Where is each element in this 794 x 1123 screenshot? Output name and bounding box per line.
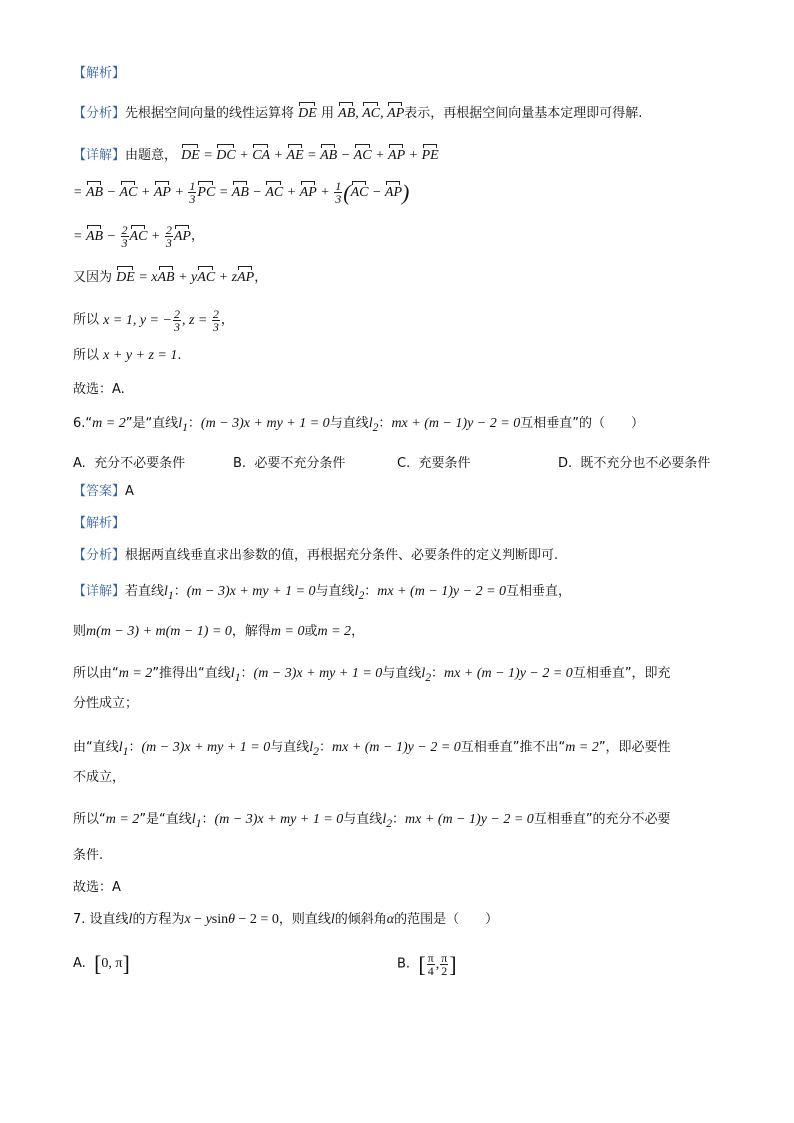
option-letter: B. [397,956,411,972]
math-expr: α [386,912,395,927]
q6-detail-1: 【详解】若直线$l_1$：(m − 3)x + my + 1 = 0与直线$l_2$：mx + (m − 1)y − 2 = 0互相垂直， [73,584,572,602]
option-text: 既不充分也不必要条件 [580,456,711,471]
q5-answer-text: 故选：A. [73,382,125,397]
q6-option-d[interactable] [558,452,710,471]
math-expr: x = 1, y = − $\frac{2}{3}$ , z = $\frac{2}{3}$ [103,307,219,334]
math-expr: l [128,912,133,927]
q6-yu: 与直线 [343,812,383,827]
q6-analysis [73,546,558,566]
q6-option-a[interactable] [73,452,185,471]
q6-detail-4 [73,694,138,714]
q6-so: 所以“ [73,812,106,827]
q7-stem [73,910,498,930]
math-expr: (m − 3)x + my + 1 = 0 [214,812,344,827]
q7-stem-mid2: ，则直线 [278,912,331,927]
so-text: 所以 [73,312,100,328]
q7-option-b[interactable] [397,952,457,977]
option-text: 必要不充分条件 [254,456,346,471]
math-expr: (m − 3)x + my + 1 = 0 [200,416,330,431]
q6-perp-then: 互相垂直”，即充 [572,666,671,681]
math-expr: (m − 3)x + my + 1 = 0 [141,740,271,755]
fenxi-tag: 【分析】 [73,548,126,563]
q6-or: 或 [304,624,318,639]
q6-detail-8 [73,846,103,866]
math-expr: DE = xAB + yAC + zAP [116,270,254,285]
q6-analysis-heading [73,514,125,534]
q6-from-line: 由“直线 [73,740,119,755]
math-expr: = AB − $\frac{2}{3}$ AC + $\frac{2}{3}$ AP [73,223,191,250]
math-expr: $l_1$ [178,416,188,434]
math-expr: mx + (m − 1)y − 2 = 0 [405,812,534,827]
q7-option-a[interactable] [73,951,130,976]
q6-detail-5: 由“直线$l_1$：(m − 3)x + my + 1 = 0与直线$l_2$：mx + (m − 1)y − 2 = 0互相垂直”推不出“m = 2”，即必要性 [73,740,671,758]
math-expr: m = 2 [105,812,140,827]
option-text: 充分不必要条件 [94,456,186,471]
math-expr: (m − 3)x + my + 1 = 0 [186,584,316,599]
q6-stem: 6.“m = 2”是“直线$l_1$：(m − 3)x + my + 1 = 0与直线$l_2$：mx + (m − 1)y − 2 = 0互相垂直”的（ ） [73,416,644,434]
math-expr: x + y + z = 1 [103,348,178,363]
q7-stem-mid: 的方程为 [132,912,185,927]
q7-stem-end: 的范围是（ ） [394,912,499,927]
analysis-heading [73,64,125,84]
xiangjie-tag: 【详解】 [73,148,126,163]
math-expr: $l_1$ [191,812,202,830]
xiangjie-tag: 【详解】 [73,584,126,599]
math-expr: mx + (m − 1)y − 2 = 0 [444,666,573,681]
q6-stem-pre: 6.“ [73,416,93,431]
q5-analysis [73,104,642,124]
option-letter: C. [397,456,411,471]
q5-so-2: 所以 x + y + z = 1. [73,348,182,363]
daan-tag: 【答案】 [73,484,126,499]
q6-suff-not-nec: 互相垂直”的充分不必要 [533,812,671,827]
q6-option-b[interactable] [233,452,345,471]
q6-fenxi-text: 根据两直线垂直求出参数的值，再根据充分条件、必要条件的定义判断即可. [125,548,559,563]
option-letter: A. [73,956,86,972]
q6-not-hold: 不成立， [73,770,126,785]
math-expr: $l_1$ [164,584,174,602]
math-expr: m = 2 [565,740,599,755]
q5-answer [73,380,125,400]
option-text: 充要条件 [418,456,471,471]
comma: ， [351,624,365,639]
q6-if-line: 若直线 [125,584,165,599]
q5-because: 又因为 DE = xAB + yAC + zAP， [73,268,267,288]
q5-so-1: 所以 x = 1, y = − $\frac{2}{3}$ , z = $\frac{2}{3}$ ， [73,307,234,334]
q5-detail-line-3: = AB − $\frac{2}{3}$ AC + $\frac{2}{3}$ AP， [73,223,204,250]
math-expr: mx + (m − 1)y − 2 = 0 [391,416,521,431]
math-expr: mx + (m − 1)y − 2 = 0 [332,740,461,755]
math-expr: m = 0 [270,624,305,639]
q6-detail-7: 所以“m = 2”是“直线$l_1$：(m − 3)x + my + 1 = 0与直线$l_2$：mx + (m − 1)y − 2 = 0互相垂直”的充分不必要 [73,812,671,830]
q6-condition: 条件. [73,848,104,863]
math-expr: mx + (m − 1)y − 2 = 0 [377,584,507,599]
q6-stem-mid: ”是“直线 [125,416,179,431]
q5-detail-line-1 [73,146,439,166]
math-expr: m = 2 [92,416,126,431]
math-expr: l [330,912,335,927]
q6-detail-2 [73,622,364,642]
math-expr: $l_2$ [368,416,379,434]
math-expr: DE = DC + CA + AE = AB − AC + AP + PE [181,148,439,163]
so-text: 所以 [73,348,100,363]
q6-answer-value: A [125,484,134,499]
math-expr: $l_2$ [382,812,393,830]
q5-fenxi-use: 用 [320,106,334,121]
q6-necessity: ”，即必要性 [598,740,671,755]
q7-stem-post: 的倾斜角 [334,912,387,927]
analysis-tag: 【解析】 [73,66,126,81]
math-expr: m = 2 [118,666,153,681]
q6-is: ”是“直线 [139,812,192,827]
vector-list: AB, AC, AP [338,106,404,121]
q6-stem-yu: 与直线 [329,416,369,431]
analysis-tag: 【解析】 [73,516,126,531]
q6-perp: 互相垂直， [506,584,572,599]
q6-solve: ，解得 [231,624,271,639]
math-expr: $l_1$ [230,666,241,684]
option-letter: D. [558,456,573,471]
option-letter: B. [233,456,247,471]
q6-detail-3: 所以由“m = 2”推得出“直线$l_1$：(m − 3)x + my + 1 = 0与直线$l_2$：mx + (m − 1)y − 2 = 0互相垂直”，即充 [73,666,671,684]
math-expr: (m − 3)x + my + 1 = 0 [253,666,383,681]
q6-stem-post: 互相垂直”的（ ） [520,416,644,431]
q6-detail-6 [73,768,125,788]
option-letter: A. [73,456,86,471]
math-expr: x − ysinθ − 2 = 0 [184,912,279,927]
math-expr: = AB − AC + AP + $\frac{1}{3}$ PC = AB − AC + AP + $\frac{1}{3}$ (AC − AP) [73,179,410,206]
q6-then: 则 [73,624,87,639]
q6-answer-text: 故选：A [73,880,121,895]
q6-yu: 与直线 [270,740,310,755]
q5-detail-line-2 [73,180,409,205]
q6-answer [73,878,121,898]
q6-sufficiency: 分性成立； [73,696,139,711]
math-expr: $l_2$ [309,740,319,758]
math-expr: m = 2 [317,624,352,639]
q5-because-text: 又因为 [73,270,113,285]
q6-yu: 与直线 [315,584,355,599]
math-expr: $l_2$ [354,584,365,602]
q6-option-c[interactable] [397,452,471,471]
vector-DE: DE [298,104,317,124]
q5-fenxi-post: 表示，再根据空间向量基本定理即可得解. [404,106,643,121]
q6-derive: ”推得出“直线 [152,666,231,681]
q6-answer-line [73,482,134,502]
math-expr: $l_1$ [118,740,129,758]
q6-yu: 与直线 [382,666,422,681]
q5-detail-pre: 由题意， [125,148,178,163]
q5-fenxi-text: 先根据空间向量的线性运算将 [125,106,295,121]
q7-stem-pre: 7. 设直线 [73,912,129,927]
math-expr: m(m − 3) + m(m − 1) = 0 [86,624,232,639]
math-expr: [0, π] [94,951,130,976]
q6-not-derive: 互相垂直”推不出“ [460,740,566,755]
fenxi-tag: 【分析】 [73,106,126,121]
math-expr: [ $\frac{\pi}{4}$ , $\frac{\pi}{2}$ ] [418,951,457,978]
math-expr: $l_2$ [421,666,432,684]
q6-so-from: 所以由“ [73,666,119,681]
